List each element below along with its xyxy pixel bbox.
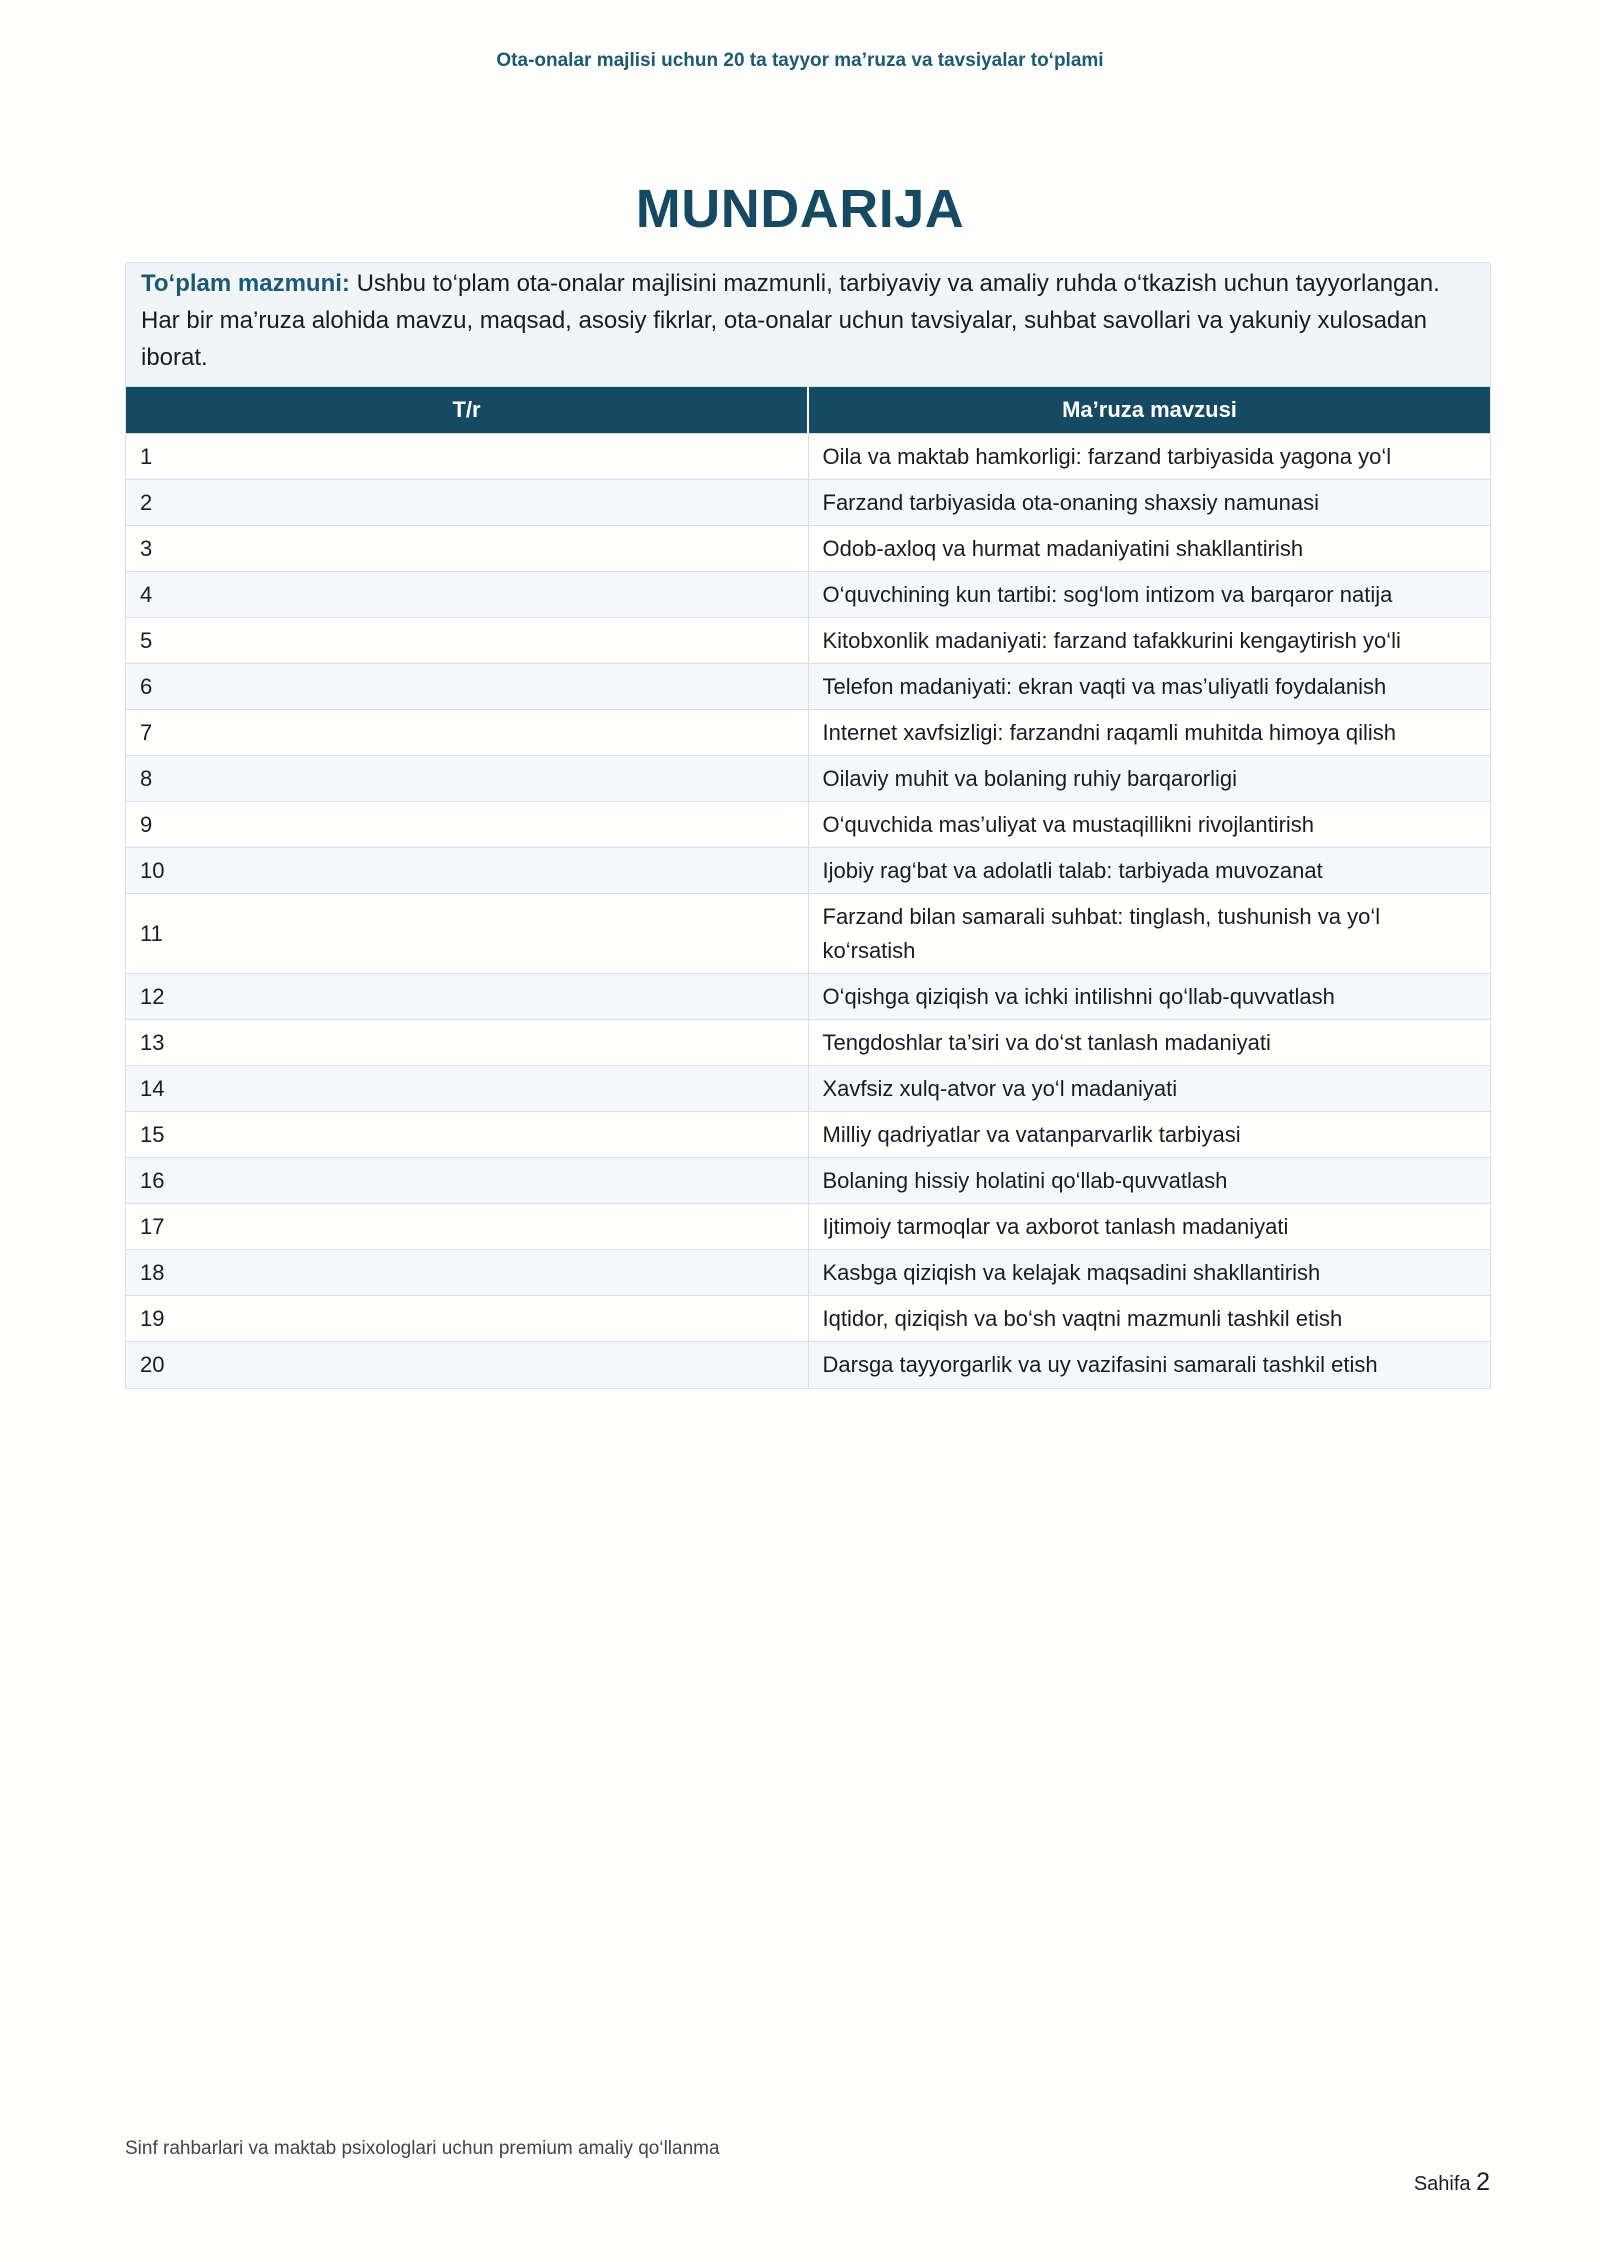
row-number: 4 xyxy=(126,572,808,618)
page-title: MUNDARIJA xyxy=(635,179,965,239)
row-topic: O‘quvchida mas’uliyat va mustaqillikni rivojlantirish xyxy=(808,802,1490,848)
row-number: 14 xyxy=(126,1066,808,1112)
row-topic: O‘qishga qiziqish va ichki intilishni qo‘llab-quvvatlash xyxy=(808,974,1490,1020)
row-topic: Odob-axloq va hurmat madaniyatini shakllantirish xyxy=(808,526,1490,572)
contents-table xyxy=(126,387,1490,1388)
row-number: 5 xyxy=(126,618,808,664)
running-header: Ota-onalar majlisi uchun 20 ta tayyor ma’ruza va tavsiyalar to‘plami xyxy=(496,50,1104,71)
summary-box xyxy=(126,263,1490,387)
row-number: 7 xyxy=(126,710,808,756)
row-number: 17 xyxy=(126,1204,808,1250)
row-number: 6 xyxy=(126,664,808,710)
page-label: Sahifa xyxy=(1413,2173,1471,2195)
row-topic: Xavfsiz xulq-atvor va yo‘l madaniyati xyxy=(808,1066,1490,1112)
row-topic: Ijobiy rag‘bat va adolatli talab: tarbiyada muvozanat xyxy=(808,848,1490,894)
table-row xyxy=(126,1204,1490,1250)
table-row xyxy=(126,710,1490,756)
table-row xyxy=(126,1342,1490,1388)
column-header-number: T/r xyxy=(126,387,808,434)
table-row xyxy=(126,434,1490,480)
table-row xyxy=(126,1112,1490,1158)
table-row xyxy=(126,572,1490,618)
row-number: 18 xyxy=(126,1250,808,1296)
row-topic: Bolaning hissiy holatini qo‘llab-quvvatlash xyxy=(808,1158,1490,1204)
row-number: 11 xyxy=(126,894,808,974)
row-topic: Internet xavfsizligi: farzandni raqamli muhitda himoya qilish xyxy=(808,710,1490,756)
summary-text: Ushbu to‘plam ota-onalar majlisini mazmunli, tarbiyaviy va amaliy ruhda o‘tkazish uchun tayyorlangan. Har bir ma’ruza alohida mavzu, maqsad, asosiy fikrlar, ota-onalar uchun tavsiyalar, suhbat savollari va yakuniy xulosadan iborat. xyxy=(141,270,1440,371)
row-topic: O‘quvchining kun tartibi: sog‘lom intizom va barqaror natija xyxy=(808,572,1490,618)
column-header-topic: Ma’ruza mavzusi xyxy=(808,387,1490,434)
table-row xyxy=(126,1296,1490,1342)
row-number: 19 xyxy=(126,1296,808,1342)
row-topic: Darsga tayyorgarlik va uy vazifasini samarali tashkil etish xyxy=(808,1342,1490,1388)
row-number: 1 xyxy=(126,434,808,480)
row-number: 20 xyxy=(126,1342,808,1388)
row-number: 16 xyxy=(126,1158,808,1204)
table-row xyxy=(126,1158,1490,1204)
row-topic: Telefon madaniyati: ekran vaqti va mas’uliyatli foydalanish xyxy=(808,664,1490,710)
row-topic: Kitobxonlik madaniyati: farzand tafakkurini kengaytirish yo‘li xyxy=(808,618,1490,664)
table-row xyxy=(126,974,1490,1020)
table-header-row xyxy=(126,387,1490,434)
contents-block xyxy=(125,262,1491,1389)
row-topic: Ijtimoiy tarmoqlar va axborot tanlash madaniyati xyxy=(808,1204,1490,1250)
row-topic: Farzand bilan samarali suhbat: tinglash, tushunish va yo‘l ko‘rsatish xyxy=(808,894,1490,974)
summary-lead: To‘plam mazmuni: xyxy=(141,270,350,297)
row-topic: Tengdoshlar ta’siri va do‘st tanlash madaniyati xyxy=(808,1020,1490,1066)
table-row xyxy=(126,1250,1490,1296)
table-row xyxy=(126,756,1490,802)
row-topic: Oilaviy muhit va bolaning ruhiy barqarorligi xyxy=(808,756,1490,802)
row-number: 8 xyxy=(126,756,808,802)
table-row xyxy=(126,1066,1490,1112)
table-row xyxy=(126,480,1490,526)
row-number: 13 xyxy=(126,1020,808,1066)
row-number: 10 xyxy=(126,848,808,894)
row-topic: Oila va maktab hamkorligi: farzand tarbiyasida yagona yo‘l xyxy=(808,434,1490,480)
table-row xyxy=(126,802,1490,848)
footer-note: Sinf rahbarlari va maktab psixologlari uchun premium amaliy qo‘llanma xyxy=(125,2138,720,2159)
table-row xyxy=(126,618,1490,664)
table-row xyxy=(126,894,1490,974)
row-number: 2 xyxy=(126,480,808,526)
row-topic: Milliy qadriyatlar va vatanparvarlik tarbiyasi xyxy=(808,1112,1490,1158)
row-number: 9 xyxy=(126,802,808,848)
row-topic: Farzand tarbiyasida ota-onaning shaxsiy namunasi xyxy=(808,480,1490,526)
table-row xyxy=(126,848,1490,894)
row-topic: Iqtidor, qiziqish va bo‘sh vaqtni mazmunli tashkil etish xyxy=(808,1296,1490,1342)
table-row xyxy=(126,1020,1490,1066)
row-number: 15 xyxy=(126,1112,808,1158)
table-row xyxy=(126,526,1490,572)
table-row xyxy=(126,664,1490,710)
row-topic: Kasbga qiziqish va kelajak maqsadini shakllantirish xyxy=(808,1250,1490,1296)
row-number: 12 xyxy=(126,974,808,1020)
row-number: 3 xyxy=(126,526,808,572)
page-number-value: 2 xyxy=(1476,2168,1490,2196)
page-number xyxy=(1414,2168,1490,2197)
